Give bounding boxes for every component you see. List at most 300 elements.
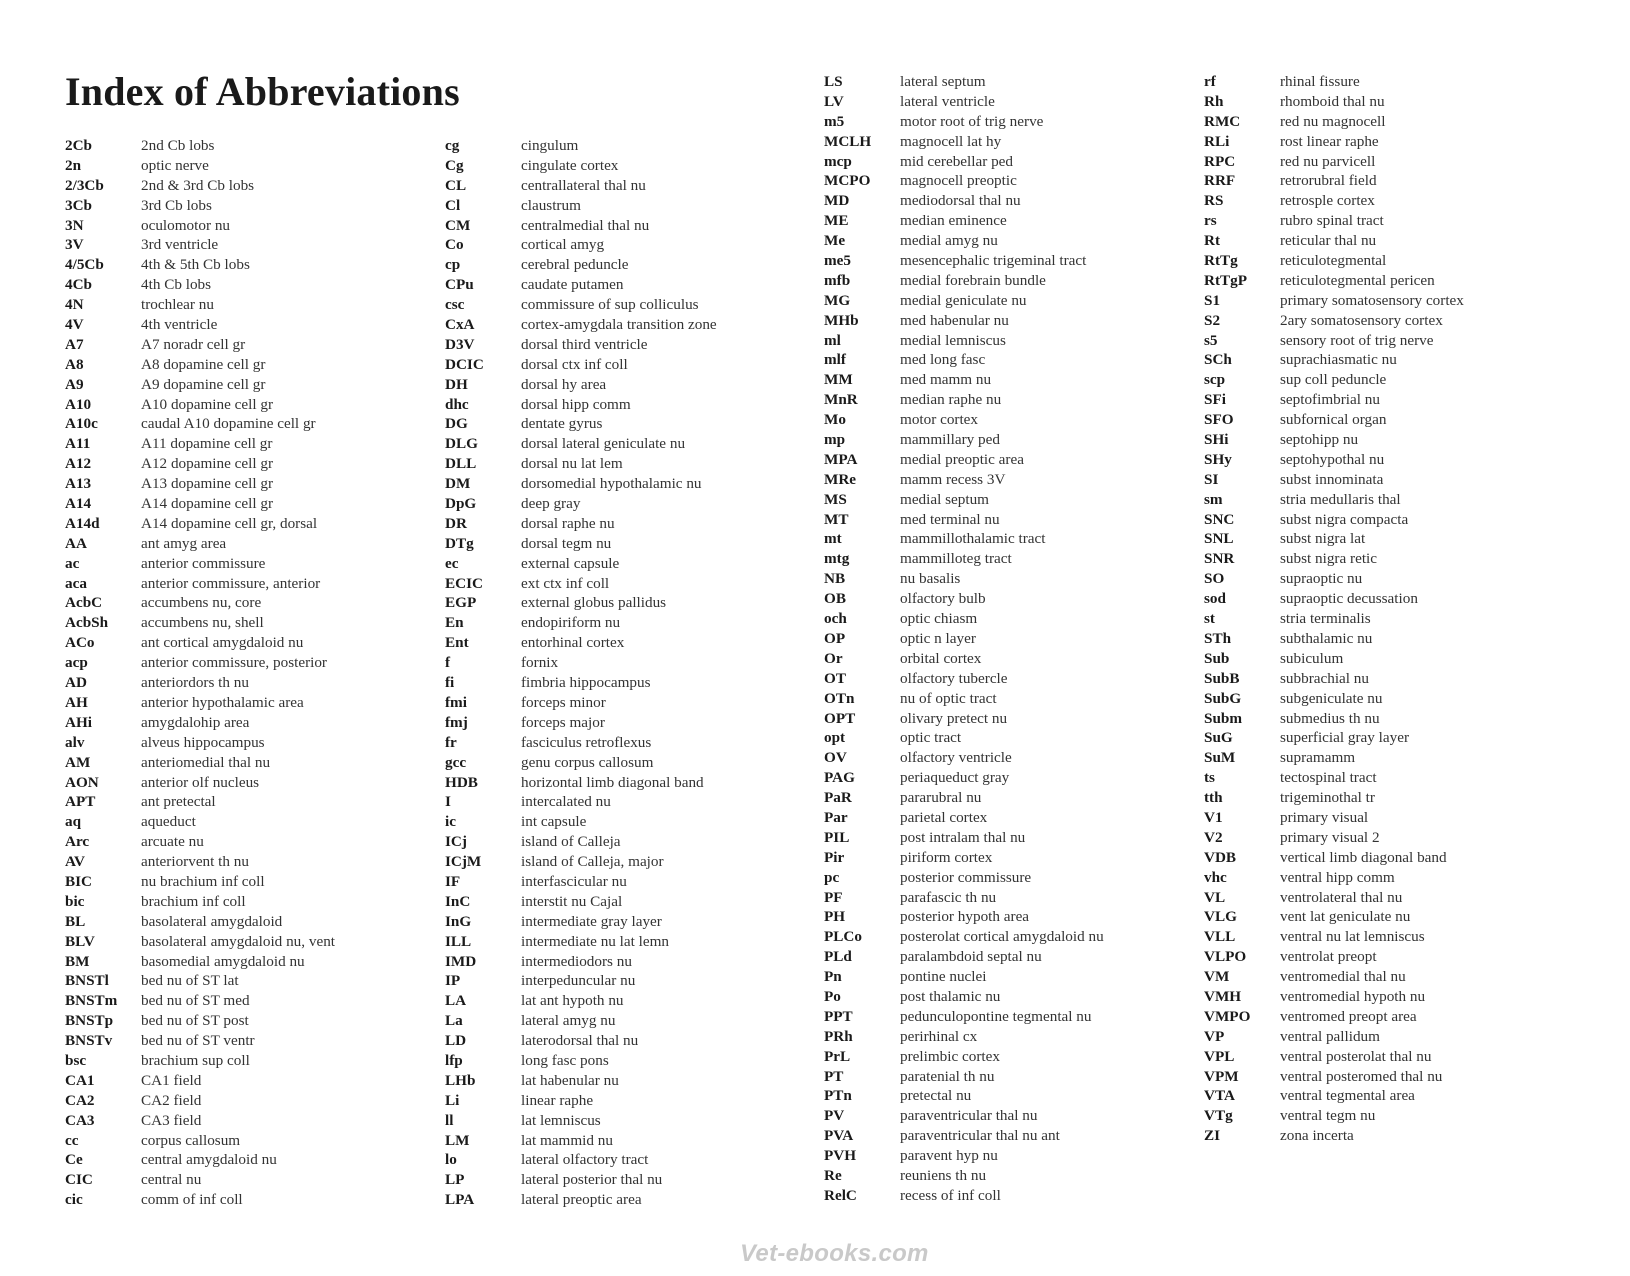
abbreviation-term: BL — [65, 912, 86, 930]
abbreviation-term: MCPO — [824, 172, 871, 190]
abbreviation-term: aq — [65, 813, 82, 831]
abbreviation-term: Mo — [824, 411, 846, 429]
abbreviation-entry — [1204, 927, 1574, 947]
abbreviation-term: MT — [824, 510, 849, 528]
abbreviation-definition: periaqueduct gray — [900, 769, 1010, 787]
abbreviation-term: A11 — [65, 435, 91, 453]
abbreviation-definition: entorhinal cortex — [521, 634, 625, 652]
abbreviation-definition: rubro spinal tract — [1280, 212, 1384, 230]
abbreviation-definition: posterior hypoth area — [900, 908, 1030, 926]
abbreviation-entry — [65, 196, 435, 216]
abbreviation-definition: pararubral nu — [900, 789, 982, 807]
abbreviation-definition: centrallateral thal nu — [521, 176, 646, 194]
abbreviation-definition: septohypothal nu — [1280, 450, 1385, 468]
abbreviation-term: mlf — [824, 351, 846, 369]
abbreviation-definition: A10 dopamine cell gr — [141, 395, 274, 413]
abbreviation-term: ic — [445, 813, 456, 831]
abbreviation-entry — [65, 395, 435, 415]
abbreviation-entry — [1204, 549, 1574, 569]
abbreviation-entry — [445, 852, 815, 872]
abbreviation-entry — [445, 554, 815, 574]
abbreviation-entry — [824, 907, 1194, 927]
abbreviation-entry — [824, 987, 1194, 1007]
abbreviation-term: CxA — [445, 316, 475, 334]
abbreviation-definition: subiculum — [1280, 649, 1344, 667]
abbreviation-term: csc — [445, 296, 465, 314]
abbreviation-definition: fornix — [521, 654, 559, 672]
abbreviation-entry — [445, 1190, 815, 1210]
abbreviation-definition: posterolat cortical amygdaloid nu — [900, 928, 1104, 946]
abbreviation-definition: genu corpus callosum — [521, 753, 654, 771]
abbreviation-entry — [1204, 271, 1574, 291]
abbreviation-definition: anteriordors th nu — [141, 674, 249, 692]
abbreviation-entry — [824, 1106, 1194, 1126]
abbreviation-definition: medial lemniscus — [900, 331, 1006, 349]
abbreviation-entry — [1204, 589, 1574, 609]
abbreviation-definition: external globus pallidus — [521, 594, 667, 612]
abbreviation-definition: lat lemniscus — [521, 1111, 601, 1129]
abbreviation-entry — [65, 1071, 435, 1091]
abbreviation-entry — [824, 1146, 1194, 1166]
abbreviation-term: A14 — [65, 495, 92, 513]
abbreviation-entry — [824, 549, 1194, 569]
abbreviation-term: gcc — [445, 753, 467, 771]
abbreviation-entry — [65, 872, 435, 892]
abbreviation-entry — [65, 235, 435, 255]
abbreviation-term: AHi — [65, 713, 93, 731]
abbreviation-entry — [1204, 430, 1574, 450]
abbreviation-entry — [1204, 1086, 1574, 1106]
abbreviation-term: mcp — [824, 152, 852, 170]
abbreviation-entry — [824, 689, 1194, 709]
abbreviation-definition: mammilloteg tract — [900, 550, 1012, 568]
abbreviation-term: DpG — [445, 495, 477, 513]
abbreviation-definition: mammillothalamic tract — [900, 530, 1046, 548]
abbreviation-entry — [824, 649, 1194, 669]
abbreviation-definition: subgeniculate nu — [1280, 689, 1383, 707]
abbreviation-definition: 3rd ventricle — [141, 236, 219, 254]
abbreviation-entry — [1204, 808, 1574, 828]
abbreviation-term: Sub — [1204, 649, 1230, 667]
abbreviation-definition: A8 dopamine cell gr — [141, 355, 266, 373]
abbreviation-definition: ant cortical amygdaloid nu — [141, 634, 304, 652]
abbreviation-term: VTA — [1204, 1087, 1235, 1105]
abbreviation-definition: primary somatosensory cortex — [1280, 291, 1464, 309]
abbreviation-definition: lat habenular nu — [521, 1071, 619, 1089]
abbreviation-definition: ventral tegmental area — [1280, 1087, 1415, 1105]
abbreviation-term: SFO — [1204, 411, 1234, 429]
abbreviation-term: AON — [65, 773, 99, 791]
abbreviation-entry — [1204, 112, 1574, 132]
abbreviation-entry — [824, 450, 1194, 470]
abbreviation-term: VLG — [1204, 908, 1237, 926]
abbreviation-definition: dorsal hipp comm — [521, 395, 631, 413]
abbreviation-term: DH — [445, 375, 468, 393]
abbreviation-definition: septohipp nu — [1280, 431, 1359, 449]
abbreviation-term: PH — [824, 908, 846, 926]
abbreviation-definition: island of Calleja, major — [521, 853, 664, 871]
abbreviation-entry — [1204, 848, 1574, 868]
abbreviation-entry — [445, 952, 815, 972]
abbreviation-term: CA1 — [65, 1071, 95, 1089]
abbreviation-term: 2Cb — [65, 137, 93, 154]
abbreviation-term: PVH — [824, 1147, 857, 1165]
abbreviation-definition: intermediodors nu — [521, 952, 632, 970]
abbreviation-term: A14d — [65, 514, 100, 532]
abbreviation-entry — [1204, 649, 1574, 669]
abbreviation-term: Cg — [445, 156, 464, 174]
abbreviation-entry — [1204, 72, 1574, 92]
abbreviation-entry — [445, 693, 815, 713]
abbreviation-entry — [65, 852, 435, 872]
abbreviation-term: SNC — [1204, 510, 1235, 528]
abbreviation-term: fr — [445, 733, 457, 751]
abbreviation-definition: ventromedial hypoth nu — [1280, 987, 1426, 1005]
abbreviation-definition: reuniens th nu — [900, 1166, 987, 1184]
abbreviation-term: Ent — [445, 634, 469, 652]
abbreviation-entry — [445, 196, 815, 216]
abbreviation-definition: centralmedial thal nu — [521, 216, 650, 234]
abbreviation-definition: A14 dopamine cell gr, dorsal — [141, 514, 318, 532]
abbreviation-entry — [824, 132, 1194, 152]
abbreviation-definition: post thalamic nu — [900, 987, 1001, 1005]
abbreviation-definition: subst nigra compacta — [1280, 510, 1409, 528]
abbreviation-definition: dorsal hy area — [521, 375, 607, 393]
abbreviation-term: PT — [824, 1067, 844, 1085]
abbreviation-entry — [445, 971, 815, 991]
abbreviation-entry — [445, 494, 815, 514]
abbreviation-definition: supramamm — [1280, 749, 1356, 767]
abbreviation-term: OPT — [824, 709, 856, 727]
abbreviation-definition: forceps minor — [521, 693, 606, 711]
abbreviation-entry — [65, 1111, 435, 1131]
abbreviation-entry — [65, 1091, 435, 1111]
abbreviation-entry — [1204, 331, 1574, 351]
abbreviation-term: RelC — [824, 1186, 857, 1204]
abbreviation-entry — [65, 534, 435, 554]
abbreviation-entry — [65, 574, 435, 594]
abbreviation-term: mtg — [824, 550, 850, 568]
abbreviation-term: ZI — [1204, 1127, 1221, 1145]
abbreviation-entry — [1204, 470, 1574, 490]
abbreviation-entry — [824, 171, 1194, 191]
abbreviation-definition: fasciculus retroflexus — [521, 733, 652, 751]
abbreviation-entry — [1204, 311, 1574, 331]
abbreviation-term: RtTg — [1204, 252, 1238, 270]
abbreviation-definition: stria terminalis — [1280, 610, 1371, 628]
abbreviation-entry — [65, 733, 435, 753]
abbreviation-definition: rhomboid thal nu — [1280, 92, 1385, 110]
abbreviation-entry — [65, 255, 435, 275]
abbreviation-term: RS — [1204, 192, 1224, 210]
abbreviation-entry — [824, 728, 1194, 748]
abbreviation-term: st — [1204, 610, 1215, 628]
abbreviation-definition: interstit nu Cajal — [521, 892, 623, 910]
abbreviation-definition: recess of inf coll — [900, 1186, 1001, 1204]
abbreviation-entry — [65, 1051, 435, 1071]
abbreviation-definition: dentate gyrus — [521, 415, 603, 433]
abbreviation-definition: submedius th nu — [1280, 709, 1380, 727]
abbreviation-definition: piriform cortex — [900, 848, 993, 866]
abbreviation-entry — [65, 593, 435, 613]
abbreviation-entry — [1204, 609, 1574, 629]
abbreviation-entry — [1204, 350, 1574, 370]
abbreviation-term: PVA — [824, 1127, 854, 1145]
abbreviation-entry — [445, 434, 815, 454]
abbreviation-definition: aqueduct — [141, 813, 196, 831]
abbreviation-definition: island of Calleja — [521, 833, 621, 851]
abbreviation-definition: sensory root of trig nerve — [1280, 331, 1434, 349]
abbreviation-entry — [445, 156, 815, 176]
abbreviation-entry — [824, 370, 1194, 390]
abbreviation-entry — [824, 868, 1194, 888]
abbreviation-entry — [445, 255, 815, 275]
abbreviation-definition: anterior olf nucleus — [141, 773, 260, 791]
abbreviation-term: InG — [445, 912, 472, 930]
abbreviation-term: fi — [445, 674, 455, 692]
abbreviation-entry — [445, 395, 815, 415]
abbreviation-entry — [824, 1067, 1194, 1087]
abbreviation-entry — [824, 788, 1194, 808]
abbreviation-entry — [65, 414, 435, 434]
abbreviation-entry — [824, 1007, 1194, 1027]
abbreviation-entry — [824, 152, 1194, 172]
abbreviation-definition: medial septum — [900, 490, 989, 508]
abbreviation-term: VPL — [1204, 1047, 1235, 1065]
abbreviation-term: BLV — [65, 932, 95, 950]
abbreviation-term: Me — [824, 232, 846, 250]
abbreviation-definition: vertical limb diagonal band — [1280, 848, 1447, 866]
abbreviation-term: opt — [824, 729, 846, 747]
abbreviation-entry — [445, 932, 815, 952]
abbreviation-term: SO — [1204, 570, 1225, 588]
abbreviation-term: dhc — [445, 395, 469, 413]
abbreviation-term: SNR — [1204, 550, 1235, 568]
abbreviation-definition: 2nd & 3rd Cb lobs — [141, 176, 255, 194]
abbreviation-definition: central nu — [141, 1171, 202, 1189]
abbreviation-entry — [445, 613, 815, 633]
abbreviation-definition: intermediate gray layer — [521, 912, 662, 930]
abbreviation-term: Rt — [1204, 232, 1221, 250]
abbreviation-term: AM — [65, 753, 91, 771]
abbreviation-term: pc — [824, 868, 840, 886]
abbreviation-entry — [445, 1150, 815, 1170]
abbreviation-definition: linear raphe — [521, 1091, 594, 1109]
abbreviation-term: PAG — [824, 769, 855, 787]
abbreviation-entry — [824, 1086, 1194, 1106]
abbreviation-definition: cingulate cortex — [521, 156, 619, 174]
abbreviation-definition: lateral amyg nu — [521, 1012, 616, 1030]
abbreviation-entry — [65, 176, 435, 196]
abbreviation-term: VL — [1204, 888, 1226, 906]
abbreviation-term: cc — [65, 1131, 79, 1149]
abbreviation-term: MS — [824, 490, 847, 508]
abbreviation-entry — [65, 952, 435, 972]
abbreviation-term: fmj — [445, 713, 468, 731]
abbreviation-entry — [824, 589, 1194, 609]
abbreviation-definition: intermediate nu lat lemn — [521, 932, 670, 950]
abbreviation-term: Ce — [65, 1151, 83, 1169]
abbreviation-entry — [1204, 748, 1574, 768]
abbreviation-definition: dorsal lateral geniculate nu — [521, 435, 686, 453]
abbreviation-entry — [445, 454, 815, 474]
abbreviation-definition: olfactory tubercle — [900, 669, 1008, 687]
abbreviation-definition: med long fasc — [900, 351, 986, 369]
abbreviation-definition: vent lat geniculate nu — [1280, 908, 1411, 926]
abbreviation-entry — [824, 947, 1194, 967]
abbreviation-definition: trigeminothal tr — [1280, 789, 1375, 807]
abbreviation-term: OT — [824, 669, 846, 687]
abbreviation-term: A7 — [65, 335, 84, 353]
abbreviation-term: VMPO — [1204, 1007, 1251, 1025]
abbreviation-entry — [1204, 529, 1574, 549]
abbreviation-definition: A9 dopamine cell gr — [141, 375, 266, 393]
abbreviation-entry — [65, 1170, 435, 1190]
abbreviation-definition: pedunculopontine tegmental nu — [900, 1007, 1092, 1025]
abbreviation-entry — [65, 653, 435, 673]
abbreviation-definition: red nu parvicell — [1280, 152, 1376, 170]
abbreviation-term: DG — [445, 415, 468, 433]
abbreviation-definition: oculomotor nu — [141, 216, 231, 234]
abbreviation-term: VMH — [1204, 987, 1242, 1005]
abbreviation-entry — [1204, 1027, 1574, 1047]
abbreviation-entry — [824, 1047, 1194, 1067]
abbreviation-definition: ventral hipp comm — [1280, 868, 1395, 886]
abbreviation-term: fmi — [445, 693, 467, 711]
abbreviation-entry — [65, 156, 435, 176]
abbreviation-term: Po — [824, 987, 841, 1005]
abbreviation-term: cp — [445, 256, 461, 274]
abbreviation-column-2 — [445, 136, 815, 1210]
abbreviation-definition: reticulotegmental — [1280, 252, 1387, 270]
abbreviation-entry — [65, 792, 435, 812]
abbreviation-definition: orbital cortex — [900, 649, 982, 667]
abbreviation-entry — [65, 912, 435, 932]
abbreviation-entry — [445, 1071, 815, 1091]
abbreviation-term: ac — [65, 554, 80, 572]
abbreviation-term: BNSTl — [65, 972, 109, 990]
abbreviation-definition: amygdalohip area — [141, 713, 250, 731]
abbreviation-term: DLG — [445, 435, 478, 453]
abbreviation-definition: rost linear raphe — [1280, 132, 1379, 150]
abbreviation-entry — [1204, 152, 1574, 172]
abbreviation-term: Subm — [1204, 709, 1242, 727]
abbreviation-definition: ventral posterolat thal nu — [1280, 1047, 1432, 1065]
abbreviation-term: AcbSh — [65, 614, 109, 632]
abbreviation-term: InC — [445, 892, 471, 910]
abbreviation-entry — [445, 733, 815, 753]
abbreviation-entry — [65, 136, 435, 156]
abbreviation-entry — [824, 390, 1194, 410]
abbreviation-definition: median eminence — [900, 212, 1007, 230]
abbreviation-entry — [1204, 569, 1574, 589]
abbreviation-term: bic — [65, 892, 85, 910]
abbreviation-entry — [824, 191, 1194, 211]
abbreviation-term: AD — [65, 674, 87, 692]
abbreviation-term: CA2 — [65, 1091, 95, 1109]
abbreviation-definition: CA2 field — [141, 1091, 202, 1109]
abbreviation-definition: dorsal nu lat lem — [521, 455, 623, 473]
abbreviation-entry — [824, 808, 1194, 828]
abbreviation-definition: anterior hypothalamic area — [141, 693, 304, 711]
abbreviation-term: Pn — [824, 968, 842, 986]
abbreviation-entry — [824, 311, 1194, 331]
abbreviation-definition: ventrolateral thal nu — [1280, 888, 1403, 906]
abbreviation-term: ts — [1204, 769, 1215, 787]
abbreviation-entry — [1204, 967, 1574, 987]
abbreviation-term: RRF — [1204, 172, 1236, 190]
abbreviation-term: 2n — [65, 156, 82, 174]
abbreviation-entry — [1204, 490, 1574, 510]
abbreviation-entry — [824, 1126, 1194, 1146]
abbreviation-term: ACo — [65, 634, 95, 652]
abbreviation-entry — [65, 812, 435, 832]
abbreviation-entry — [445, 375, 815, 395]
abbreviation-entry — [445, 991, 815, 1011]
abbreviation-term: VLPO — [1204, 948, 1247, 966]
abbreviation-definition: paraventricular thal nu ant — [900, 1127, 1060, 1145]
abbreviation-entry — [445, 1051, 815, 1071]
abbreviation-definition: ant pretectal — [141, 793, 216, 811]
abbreviation-entry — [824, 967, 1194, 987]
abbreviation-entry — [824, 927, 1194, 947]
abbreviation-definition: laterodorsal thal nu — [521, 1032, 639, 1050]
abbreviation-entry — [65, 554, 435, 574]
abbreviation-entry — [1204, 1007, 1574, 1027]
abbreviation-term: IMD — [445, 952, 477, 970]
abbreviation-definition: bed nu of ST lat — [141, 972, 239, 990]
abbreviation-entry — [1204, 1067, 1574, 1087]
abbreviation-term: 3V — [65, 236, 84, 254]
abbreviation-entry — [445, 295, 815, 315]
abbreviation-entry — [65, 454, 435, 474]
abbreviation-entry — [1204, 291, 1574, 311]
abbreviation-entry — [824, 1186, 1194, 1206]
abbreviation-entry — [445, 1111, 815, 1131]
abbreviation-entry — [824, 430, 1194, 450]
abbreviation-entry — [445, 275, 815, 295]
abbreviation-term: V1 — [1204, 808, 1223, 826]
abbreviation-definition: lat mammid nu — [521, 1131, 613, 1149]
abbreviation-entry — [65, 753, 435, 773]
abbreviation-definition: rhinal fissure — [1280, 73, 1360, 90]
abbreviation-definition: bed nu of ST ventr — [141, 1032, 255, 1050]
abbreviation-entry — [824, 291, 1194, 311]
abbreviation-term: EGP — [445, 594, 477, 612]
abbreviation-entry — [824, 709, 1194, 729]
abbreviation-term: BNSTv — [65, 1032, 113, 1050]
abbreviation-term: LP — [445, 1171, 465, 1189]
abbreviation-entry — [1204, 728, 1574, 748]
abbreviation-term: 2/3Cb — [65, 176, 104, 194]
abbreviation-definition: brachium inf coll — [141, 892, 246, 910]
abbreviation-term: MG — [824, 291, 851, 309]
abbreviation-entry — [445, 136, 815, 156]
abbreviation-entry — [65, 514, 435, 534]
abbreviation-entry — [1204, 251, 1574, 271]
abbreviation-term: Rh — [1204, 92, 1224, 110]
abbreviation-term: RPC — [1204, 152, 1236, 170]
abbreviation-definition: comm of inf coll — [141, 1191, 243, 1209]
abbreviation-definition: interfascicular nu — [521, 872, 627, 890]
abbreviation-definition: bed nu of ST med — [141, 992, 250, 1010]
abbreviation-term: SHi — [1204, 431, 1229, 449]
abbreviation-definition: ventral posteromed thal nu — [1280, 1067, 1443, 1085]
abbreviation-definition: motor cortex — [900, 411, 979, 429]
abbreviation-entry — [1204, 450, 1574, 470]
abbreviation-entry — [1204, 191, 1574, 211]
abbreviation-entry — [445, 753, 815, 773]
